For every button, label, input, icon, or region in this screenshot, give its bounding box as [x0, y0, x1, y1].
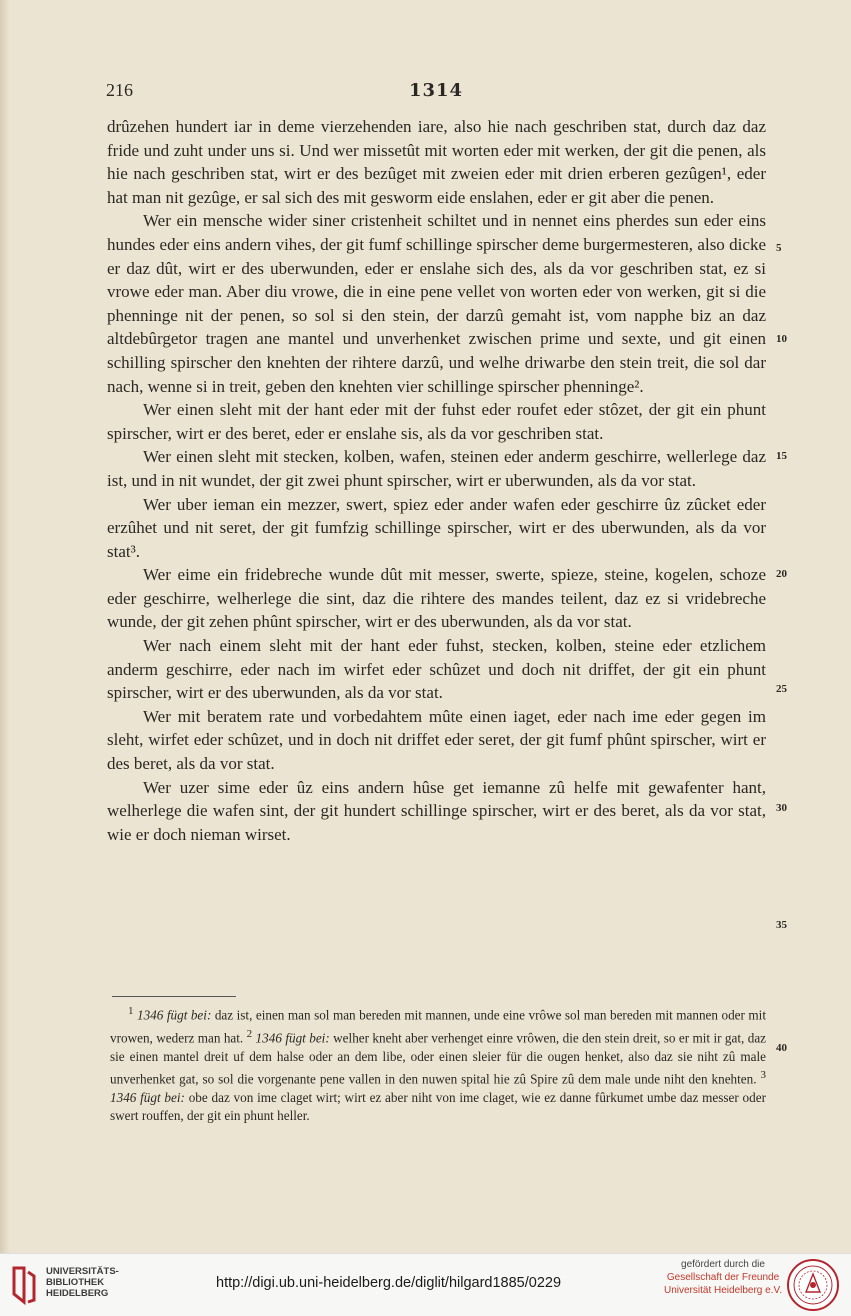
footnotes: [110, 1002, 766, 1126]
university-seal-icon[interactable]: [786, 1258, 840, 1312]
year-heading: 1314: [408, 80, 464, 101]
paragraph-1: drûzehen hundert iar in deme vierzehenden iare, also hie nach geschriben stat, durch daz daz fride und zuht under uns si. Und wer missetût mit worten eder mit werken, der git die penen, als hie nach geschriben stat, wirt er des bezûget mit zweien eder mit drien erberen gezûgen¹, eder hat man nit gezûge, er sal sich des mit gesworm eide enslahen, eder er git aber die penen.: [107, 117, 766, 207]
footnote-1-text: daz ist, einen man sol man bereden mit mannen, unde eine vrôwe sol man bereden mit mannen oder mit vrowen, wederz man hat.: [110, 1007, 766, 1046]
footnote-2-text: welher kneht aber verhenget einre vrôwen, die den stein dreit, so er mit ir gat, daz sie einen mantel dreit uf dem halse oder an dem libe, oder einen sleier für die ougen henket, also daz sie niht zû male unverhenket gat, so sol die vorgenante pene vallen in den nuwen spital hie zû Spire zû dem male unde niht den knehten.: [110, 1030, 767, 1087]
line-number-40: 40: [776, 1042, 787, 1054]
library-line-1: UNIVERSITÄTS-: [46, 1266, 119, 1277]
line-number-35: 35: [776, 919, 787, 931]
page-header: [106, 80, 766, 104]
paragraph-7: Wer nach einem sleht mit der hant eder fuhst, stecken, kolben, steine eder etzlichem anderm geschirre, eder nach im wirfet eder schûzet und doch nit driffet, der git ein phunt spirscher, wirt er des uberwunden, als da vor stat.: [107, 636, 766, 703]
society-line-2[interactable]: Universität Heidelberg e.V.: [663, 1285, 783, 1296]
footnote-1-source: 1346 fügt bei:: [136, 1007, 212, 1023]
library-name: [46, 1266, 119, 1299]
footnote-3-source: 1346 fügt bei:: [110, 1089, 185, 1105]
footnote-3-mark: 3: [760, 1069, 766, 1081]
footnote-divider: [112, 996, 236, 997]
footnote-3-text: obe daz von ime claget wirt; wirt ez aber niht von ime claget, wie ez danne fûrkumet umbe daz messer oder swert rouffen, der git ein phunt heller.: [110, 1089, 766, 1124]
viewer-footer: [0, 1253, 851, 1316]
paragraph-6: Wer eime ein fridebreche wunde dût mit messer, swerte, spieze, steine, kogelen, schoze eder geschirre, welherlege die sint, daz die rihtere des mandes teilent, daz ez si vridebreche wunde, der git zehen phûnt spirscher, wirt er des uberwunden, als da vor stat.: [107, 565, 766, 632]
paragraph-3: Wer einen sleht mit der hant eder mit der fuhst eder roufet eder stôzet, der git ein phunt spirscher, wirt er des beret, eder er enslahe sis, als da vor geschriben stat.: [107, 400, 766, 443]
line-number-20: 20: [776, 568, 787, 580]
society-line-1[interactable]: Gesellschaft der Freunde: [666, 1272, 780, 1283]
paragraph-5: Wer uber ieman ein mezzer, swert, spiez eder ander wafen eder geschirre ûz zûcket eder erzûhet und nit seret, der git fumfzig schillinge spirscher, wirt er des uberwunden, als da vor stat³.: [107, 494, 766, 561]
library-line-2: BIBLIOTHEK: [46, 1277, 105, 1288]
library-line-3: HEIDELBERG: [46, 1288, 109, 1299]
footnote-2-source: 1346 fügt bei:: [255, 1030, 330, 1046]
line-number-5: 5: [776, 242, 782, 254]
line-number-15: 15: [776, 450, 787, 462]
permalink-url[interactable]: http://digi.ub.uni-heidelberg.de/diglit/hilgard1885/0229: [216, 1275, 562, 1291]
paragraph-4: Wer einen sleht mit stecken, kolben, wafen, steinen eder anderm geschirre, wellerlege daz ist, und in nit wundet, der git zwei phunt spirscher, wirt er uberwunden, als da vor stat.: [107, 447, 766, 490]
paragraph-9: Wer uzer sime eder ûz eins andern hûse get iemanne zû helfe mit gewafenter hant, welherlege die wafen sint, der git hundert schillinge spirscher, wirt er des beret, als da vor stat, wie er doch nieman wirset.: [107, 777, 766, 844]
paragraph-2: Wer ein mensche wider siner cristenheit schiltet und in nennet eins pherdes sun eder eins hundes eder eins andern vihes, der git fumf schillinge spirscher deme burgermesteren, also dicke er daz dût, wirt er des uberwunden, eder er enslahe sich des, als da vor geschriben stat, ez si vrowe eder man. Aber diu vrowe, die in eine pene vellet von worten eder von werken, git si die phenninge nit der penen, so sol si den stein, der darzû gemaht ist, vom napphe biz an daz altdebûrgetor tragen ane mantel und unverhenket zwischen prime und sexte, und git einen schilling spirscher den knehten der rihtere darzû, und welhe driwarbe den stein treit, die sol dar nach, wenne si in treit, geben den knehten vier schillinge spirscher phenninge².: [107, 211, 766, 396]
line-number-25: 25: [776, 683, 787, 695]
footnote-1-mark: 1: [128, 1005, 134, 1017]
funded-by-text: gefördert durch die: [681, 1259, 765, 1270]
sponsor-credit: [663, 1258, 783, 1297]
main-text: [107, 115, 766, 846]
footnote-2-mark: 2: [246, 1027, 253, 1040]
paragraph-8: Wer mit beratem rate und vorbedahtem mûte einen iaget, eder nach ime eder gegen im sleht, wirfet eder schûzet, und in doch nit driffet eder seret, der git fumf phûnt spirscher, wirt er des beret, als da vor stat.: [107, 706, 766, 774]
line-number-30: 30: [776, 802, 787, 814]
line-number-10: 10: [776, 333, 787, 345]
page-number: 216: [106, 80, 133, 100]
library-logo-icon[interactable]: [10, 1264, 38, 1306]
